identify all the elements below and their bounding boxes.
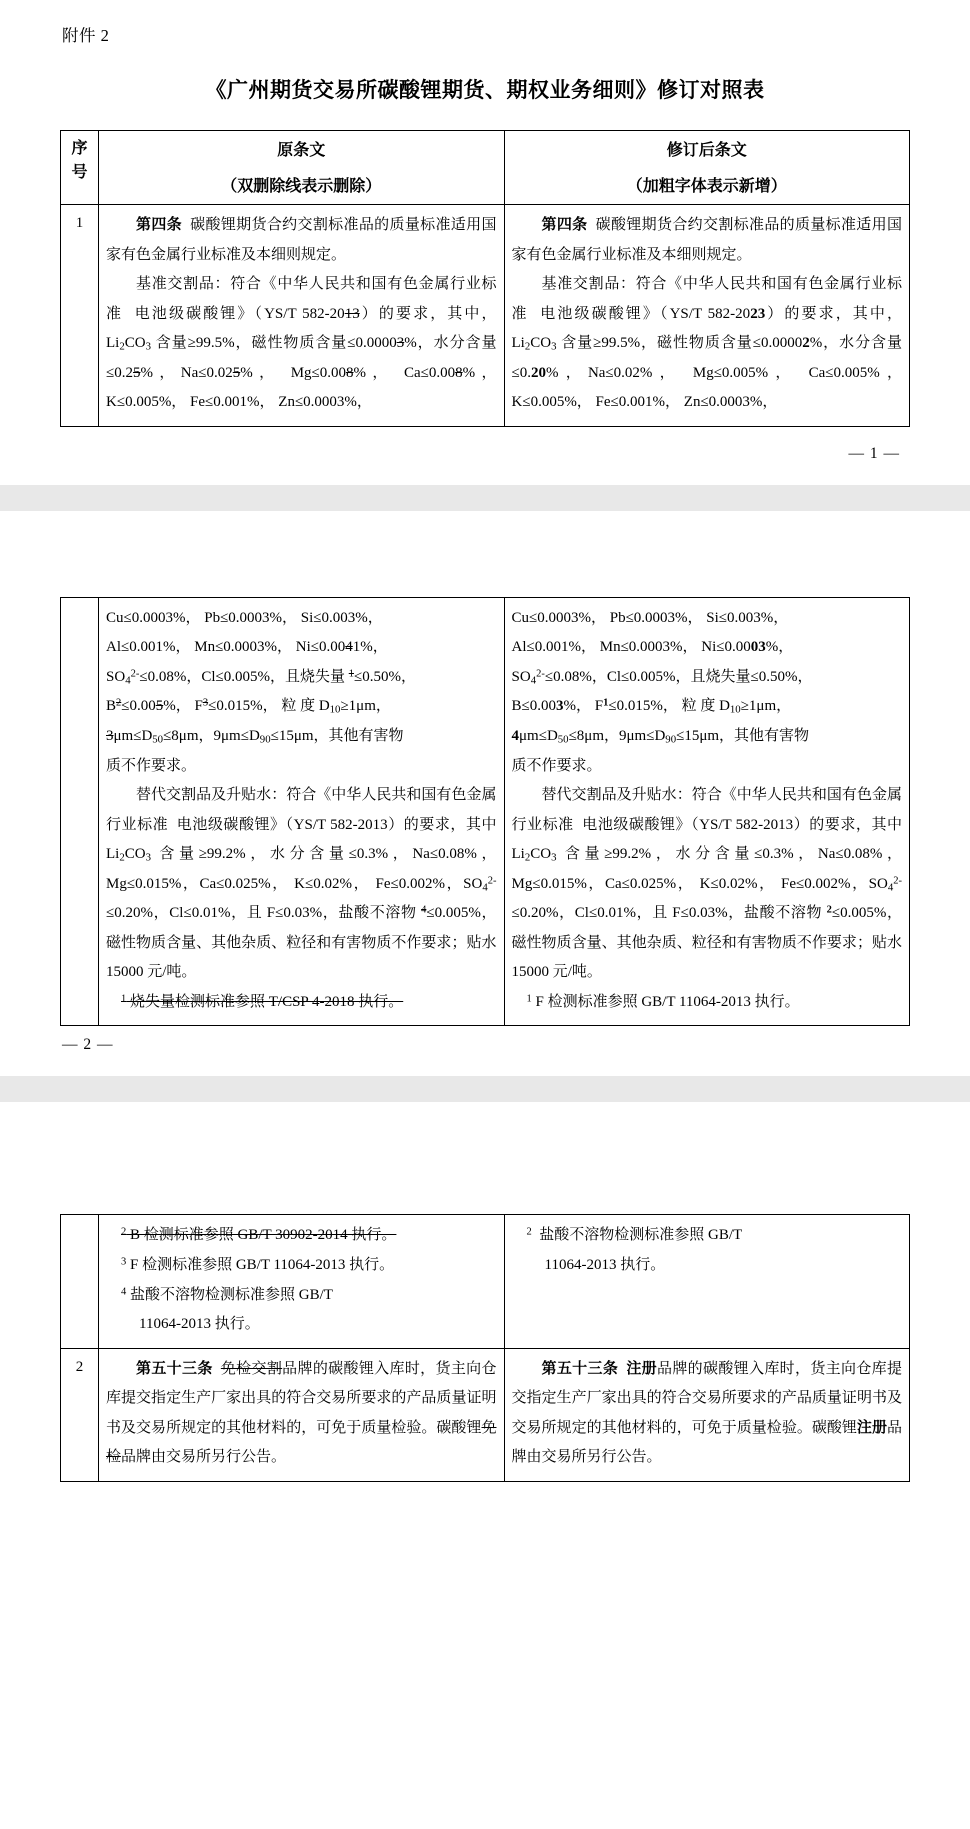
rev-line-al: Al≤0.001%， Mn≤0.0003%， Ni≤0.0003%， bbox=[511, 639, 794, 656]
orig-line-so4: $SO_4^{2-}\le 0.08\%$，Cl≤0.005%，且烧失量 $^1$≤0.50%， bbox=[106, 668, 416, 687]
rev-footnote-2-line2: 11064-2013 执行。 bbox=[544, 1257, 666, 1274]
row1-revised-cell-page3 bbox=[504, 1215, 910, 1348]
orig-footnote-2: $^2$ B 检测标准参照 GB/T 30902-2014 执行。 bbox=[121, 1226, 397, 1244]
revised-title: 修订后条文 bbox=[666, 142, 747, 159]
rev-footnote-2-line1: $^2$ 盐酸不溶物检测标准参照 GB/T bbox=[526, 1226, 743, 1244]
page-title: 《广州期货交易所碳酸锂期货、期权业务细则》修订对照表 bbox=[205, 78, 765, 102]
orig-line-tail: 质不作要求。 bbox=[106, 757, 197, 774]
column-header-original bbox=[99, 131, 505, 205]
rev-line-cu: Cu≤0.0003%， Pb≤0.0003%， Si≤0.003%， bbox=[511, 609, 789, 626]
orig-line-d50: $3\mu m\le D_{50}\le 8\mu m$，$9\mu m\le D_{90}\le 15\mu m$，其他有害物 bbox=[106, 728, 404, 746]
row2-revised-cell bbox=[504, 1348, 910, 1481]
row2-original-cell bbox=[99, 1348, 505, 1481]
table-row bbox=[61, 1215, 910, 1348]
page-2 bbox=[0, 511, 970, 1077]
orig-footnote-3: $^3$ F 检测标准参照 GB/T 11064-2013 执行。 bbox=[121, 1256, 395, 1274]
original-note: （双删除线表示删除） bbox=[221, 178, 382, 195]
table-row bbox=[61, 205, 910, 427]
original-article4-para2: 基准交割品：符合《中华人民共和国有色金属行业标准 电池级碳酸锂》（YS/T 582-2013）的要求，其中，$Li_2CO_3$ 含量≥99.5%，磁性物质含量≤0.00003%，水分含量≤0.25%，Na≤0.025%， Mg≤0.008%， Ca≤0.008%， K≤0.005%， Fe≤0.001%， Zn≤0.0003%， bbox=[106, 276, 497, 411]
row1-original-cell-page3 bbox=[99, 1215, 505, 1348]
rev-line-tail: 质不作要求。 bbox=[511, 757, 602, 774]
rev-line-d50: $4\mu m\le D_{50}\le 8\mu m$，$9\mu m\le D_{90}\le 15\mu m$，其他有害物 bbox=[511, 728, 810, 746]
comparison-table-page3 bbox=[60, 1214, 910, 1481]
row-index-1: 1 bbox=[61, 205, 99, 427]
rev-line-so4: $SO_4^{2-}\le 0.08\%$，Cl≤0.005%，且烧失量≤0.50%， bbox=[511, 668, 813, 687]
revised-note: （加粗字体表示新增） bbox=[626, 178, 787, 195]
page-separator-2 bbox=[0, 1076, 970, 1102]
table-row bbox=[61, 597, 910, 1026]
orig-footnote-1: $^1$ 烧失量检测标准参照 T/CSP 4-2018 执行。 bbox=[121, 993, 404, 1010]
comparison-table-page1 bbox=[60, 130, 910, 427]
index-header-line1: 序 bbox=[71, 140, 88, 157]
page-footer-2: — 2 — bbox=[62, 1036, 114, 1054]
page-1 bbox=[0, 0, 970, 485]
page-separator-1 bbox=[0, 485, 970, 511]
row-index-continued-2 bbox=[61, 1215, 99, 1348]
page-footer-1: — 1 — bbox=[848, 444, 900, 462]
original-article4-para1: 第四条 碳酸锂期货合约交割标准品的质量标准适用国家有色金属行业标准及本细则规定。 bbox=[106, 217, 497, 263]
column-header-revised bbox=[504, 131, 910, 205]
revised-article4-para2: 基准交割品：符合《中华人民共和国有色金属行业标准 电池级碳酸锂》（YS/T 582-2023）的要求，其中，$Li_2CO_3$ 含量≥99.5%，磁性物质含量≤0.00002%，水分含量≤0.20%，Na≤0.02%， Mg≤0.005%， Ca≤0.005%， K≤0.005%， Fe≤0.001%， Zn≤0.0003%， bbox=[511, 276, 902, 411]
table-header-row bbox=[61, 131, 910, 205]
row-index-continued bbox=[61, 597, 99, 1026]
row1-revised-cell-page2 bbox=[504, 597, 910, 1026]
revised-article4-para1: 第四条 碳酸锂期货合约交割标准品的质量标准适用国家有色金属行业标准及本细则规定。 bbox=[511, 217, 902, 263]
row1-original-cell-page1 bbox=[99, 205, 505, 427]
table-row bbox=[61, 1348, 910, 1481]
orig-footnote-4-line1: $^4$ 盐酸不溶物检测标准参照 GB/T bbox=[121, 1285, 333, 1303]
orig-line-cu: Cu≤0.0003%， Pb≤0.0003%， Si≤0.003%， bbox=[106, 609, 383, 626]
rev-article53: 第五十三条 注册品牌的碳酸锂入库时，货主向仓库提交指定生产厂家出具的符合交易所要求的产品质量证明书及交易所规定的其他材料的，可免于质量检验。碳酸锂注册品牌由交易所另行公告。 bbox=[511, 1360, 902, 1466]
row-index-2: 2 bbox=[61, 1348, 99, 1481]
column-header-index bbox=[61, 131, 99, 205]
orig-footnote-4-line2: 11064-2013 执行。 bbox=[139, 1316, 260, 1333]
attachment-label: 附件 2 bbox=[62, 26, 110, 45]
rev-line-b: B≤0.003%， $F^1\le 0.015\%$， 粒 度 $D_{10}\ge 1\mu m$， bbox=[511, 697, 792, 717]
orig-line-al: Al≤0.001%， Mn≤0.0003%， Ni≤0.0041%， bbox=[106, 639, 388, 656]
comparison-table-page2 bbox=[60, 597, 910, 1027]
orig-line-b: $B^2\le 0.005\%$， $F^3\le 0.015\%$， 粒 度 $D_{10}\ge 1\mu m$， bbox=[106, 697, 391, 717]
rev-footnote-1: $^1$ F 检测标准参照 GB/T 11064-2013 执行。 bbox=[526, 993, 800, 1010]
orig-alt-para: 替代交割品及升贴水：符合《中华人民共和国有色金属行业标准 电池级碳酸锂》（YS/T 582-2013）的要求，其中 $Li_2CO_3$ 含量≥99.2%，水分含量≤0.3%，Na≤0.08%，Mg≤0.015%，Ca≤0.025%， K≤0.02%， Fe≤0.002%，$SO_4^{2-}\le 0.20\%$，Cl≤0.01%，且 F≤0.03%，盐酸不溶物 $^4$≤0.005%，磁性物质含量、其他杂质、粒径和有害物质不作要求；贴水 15000 元/吨。 bbox=[106, 787, 497, 981]
rev-alt-para: 替代交割品及升贴水：符合《中华人民共和国有色金属行业标准 电池级碳酸锂》（YS/T 582-2013）的要求，其中 $Li_2CO_3$ 含量≥99.2%，水分含量≤0.3%，Na≤0.08%，Mg≤0.015%，Ca≤0.025%， K≤0.02%， Fe≤0.002%，$SO_4^{2-}\le 0.20\%$，Cl≤0.01%，且 F≤0.03%，盐酸不溶物 $^2$≤0.005%，磁性物质含量、其他杂质、粒径和有害物质不作要求；贴水 15000 元/吨。 bbox=[511, 787, 902, 981]
page-3 bbox=[0, 1102, 970, 1503]
index-header-line2: 号 bbox=[71, 164, 88, 181]
row1-revised-cell-page1 bbox=[504, 205, 910, 427]
row1-original-cell-page2 bbox=[99, 597, 505, 1026]
original-title: 原条文 bbox=[277, 142, 326, 159]
orig-article53: 第五十三条 免检交割品牌的碳酸锂入库时，货主向仓库提交指定生产厂家出具的符合交易所要求的产品质量证明书及交易所规定的其他材料的，可免于质量检验。碳酸锂免检品牌由交易所另行公告。 bbox=[106, 1360, 497, 1466]
